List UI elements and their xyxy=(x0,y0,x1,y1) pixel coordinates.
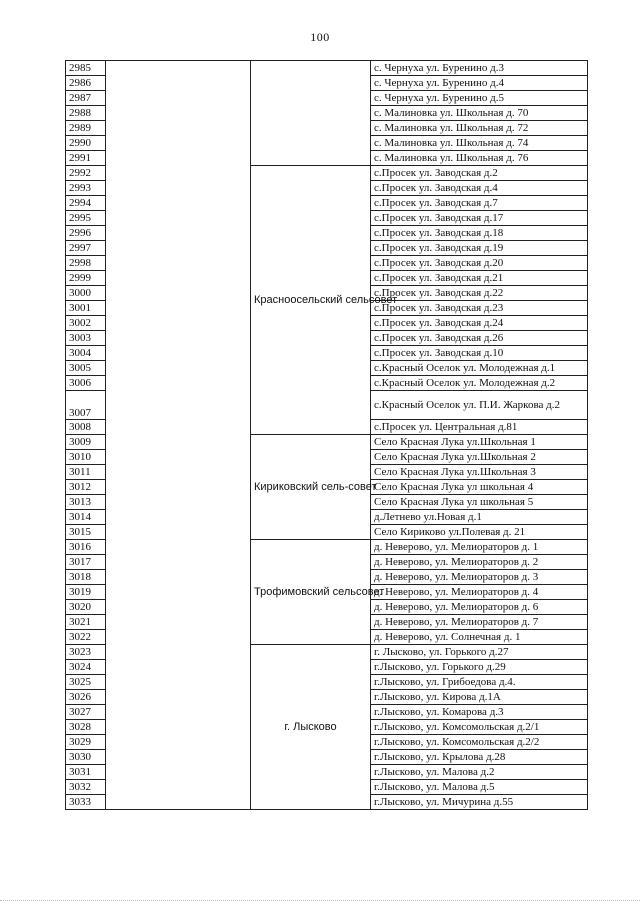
row-number: 2999 xyxy=(66,271,106,286)
address-cell: с.Просек ул. Заводская д.17 xyxy=(371,211,588,226)
row-number: 3013 xyxy=(66,495,106,510)
row-number: 3023 xyxy=(66,645,106,660)
row-number: 3033 xyxy=(66,795,106,810)
row-number: 2993 xyxy=(66,181,106,196)
address-cell: с.Просек ул. Заводская д.7 xyxy=(371,196,588,211)
row-number: 3021 xyxy=(66,615,106,630)
address-cell: д. Неверово, ул. Мелиораторов д. 1 xyxy=(371,540,588,555)
address-cell: Село Красная Лука ул школьная 5 xyxy=(371,495,588,510)
address-cell: д. Неверово, ул. Мелиораторов д. 2 xyxy=(371,555,588,570)
row-number: 2998 xyxy=(66,256,106,271)
address-cell: г.Лысково, ул. Малова д.2 xyxy=(371,765,588,780)
council-cell: г. Лысково xyxy=(251,645,371,810)
address-cell: с. Чернуха ул. Буренино д.4 xyxy=(371,76,588,91)
address-cell: с.Просек ул. Заводская д.22 xyxy=(371,286,588,301)
page-number: 100 xyxy=(310,30,330,44)
row-number: 2986 xyxy=(66,76,106,91)
row-number: 3026 xyxy=(66,690,106,705)
address-cell: с.Красный Оселок ул. П.И. Жаркова д.2 xyxy=(371,391,588,420)
register-body xyxy=(66,61,588,810)
row-number: 2995 xyxy=(66,211,106,226)
address-cell: г.Лысково, ул. Крылова д.28 xyxy=(371,750,588,765)
row-number: 3011 xyxy=(66,465,106,480)
row-number: 3025 xyxy=(66,675,106,690)
row-number: 3003 xyxy=(66,331,106,346)
row-number: 3006 xyxy=(66,376,106,391)
address-cell: с.Просек ул. Заводская д.18 xyxy=(371,226,588,241)
row-number: 2992 xyxy=(66,166,106,181)
address-cell: с.Просек ул. Центральная д.81 xyxy=(371,420,588,435)
address-cell: Село Кириково ул.Полевая д. 21 xyxy=(371,525,588,540)
address-cell: г.Лысково, ул. Малова д.5 xyxy=(371,780,588,795)
row-number: 3016 xyxy=(66,540,106,555)
council-cell: Кириковский сель-совет xyxy=(251,435,371,540)
row-number: 3018 xyxy=(66,570,106,585)
row-number: 3030 xyxy=(66,750,106,765)
row-number: 3029 xyxy=(66,735,106,750)
row-number: 3024 xyxy=(66,660,106,675)
row-number: 3007 xyxy=(66,391,106,420)
address-cell: с. Малиновка ул. Школьная д. 74 xyxy=(371,136,588,151)
table-row xyxy=(66,61,588,76)
address-cell: г.Лысково, ул. Грибоедова д.4. xyxy=(371,675,588,690)
address-register-table xyxy=(65,60,588,810)
address-cell: Село Красная Лука ул.Школьная 1 xyxy=(371,435,588,450)
address-cell: д. Неверово, ул. Мелиораторов д. 7 xyxy=(371,615,588,630)
row-number: 3032 xyxy=(66,780,106,795)
address-cell: с. Малиновка ул. Школьная д. 76 xyxy=(371,151,588,166)
address-cell: г.Лысково, ул. Мичурина д.55 xyxy=(371,795,588,810)
address-cell: с. Малиновка ул. Школьная д. 70 xyxy=(371,106,588,121)
row-number: 2985 xyxy=(66,61,106,76)
address-cell: д. Неверово, ул. Солнечная д. 1 xyxy=(371,630,588,645)
row-number: 3019 xyxy=(66,585,106,600)
address-cell: с.Просек ул. Заводская д.10 xyxy=(371,346,588,361)
address-cell: с.Просек ул. Заводская д.26 xyxy=(371,331,588,346)
address-cell: с.Просек ул. Заводская д.4 xyxy=(371,181,588,196)
address-cell: с.Красный Оселок ул. Молодежная д.1 xyxy=(371,361,588,376)
row-number: 3009 xyxy=(66,435,106,450)
address-cell: г.Лысково, ул. Комарова д.3 xyxy=(371,705,588,720)
row-number: 3017 xyxy=(66,555,106,570)
row-number: 3002 xyxy=(66,316,106,331)
address-cell: с. Чернуха ул. Буренино д.5 xyxy=(371,91,588,106)
address-cell: д. Неверово, ул. Мелиораторов д. 4 xyxy=(371,585,588,600)
address-cell: Село Красная Лука ул.Школьная 3 xyxy=(371,465,588,480)
row-number: 3001 xyxy=(66,301,106,316)
page-bottom-edge xyxy=(0,900,640,902)
row-number: 3014 xyxy=(66,510,106,525)
address-cell: с.Просек ул. Заводская д.23 xyxy=(371,301,588,316)
address-cell: г.Лысково, ул. Комсомольская д.2/1 xyxy=(371,720,588,735)
address-cell: г.Лысково, ул. Горького д.29 xyxy=(371,660,588,675)
row-number: 2994 xyxy=(66,196,106,211)
district-cell xyxy=(106,61,251,810)
address-cell: с. Малиновка ул. Школьная д. 72 xyxy=(371,121,588,136)
address-cell: Село Красная Лука ул школьная 4 xyxy=(371,480,588,495)
row-number: 2988 xyxy=(66,106,106,121)
row-number: 3008 xyxy=(66,420,106,435)
address-cell: г.Лысково, ул. Комсомольская д.2/2 xyxy=(371,735,588,750)
council-cell: Красноосельский сельсовет xyxy=(251,166,371,435)
row-number: 3015 xyxy=(66,525,106,540)
row-number: 2987 xyxy=(66,91,106,106)
address-cell: д. Неверово, ул. Мелиораторов д. 3 xyxy=(371,570,588,585)
council-cell xyxy=(251,61,371,166)
address-cell: с.Просек ул. Заводская д.2 xyxy=(371,166,588,181)
address-cell: г.Лысково, ул. Кирова д.1А xyxy=(371,690,588,705)
row-number: 3020 xyxy=(66,600,106,615)
row-number: 3031 xyxy=(66,765,106,780)
address-cell: г. Лысково, ул. Горького д.27 xyxy=(371,645,588,660)
row-number: 2996 xyxy=(66,226,106,241)
row-number: 3010 xyxy=(66,450,106,465)
address-cell: с.Просек ул. Заводская д.20 xyxy=(371,256,588,271)
row-number: 3005 xyxy=(66,361,106,376)
row-number: 2991 xyxy=(66,151,106,166)
address-cell: с.Просек ул. Заводская д.21 xyxy=(371,271,588,286)
row-number: 3027 xyxy=(66,705,106,720)
address-cell: д. Неверово, ул. Мелиораторов д. 6 xyxy=(371,600,588,615)
row-number: 3012 xyxy=(66,480,106,495)
row-number: 2990 xyxy=(66,136,106,151)
address-cell: с.Просек ул. Заводская д.24 xyxy=(371,316,588,331)
row-number: 3022 xyxy=(66,630,106,645)
row-number: 2989 xyxy=(66,121,106,136)
row-number: 3000 xyxy=(66,286,106,301)
address-cell: Село Красная Лука ул.Школьная 2 xyxy=(371,450,588,465)
address-cell: д.Летнево ул.Новая д.1 xyxy=(371,510,588,525)
address-cell: с.Красный Оселок ул. Молодежная д.2 xyxy=(371,376,588,391)
address-cell: с.Просек ул. Заводская д.19 xyxy=(371,241,588,256)
council-cell: Трофимовский сельсовет xyxy=(251,540,371,645)
row-number: 3004 xyxy=(66,346,106,361)
row-number: 3028 xyxy=(66,720,106,735)
row-number: 2997 xyxy=(66,241,106,256)
address-cell: с. Чернуха ул. Буренино д.3 xyxy=(371,61,588,76)
